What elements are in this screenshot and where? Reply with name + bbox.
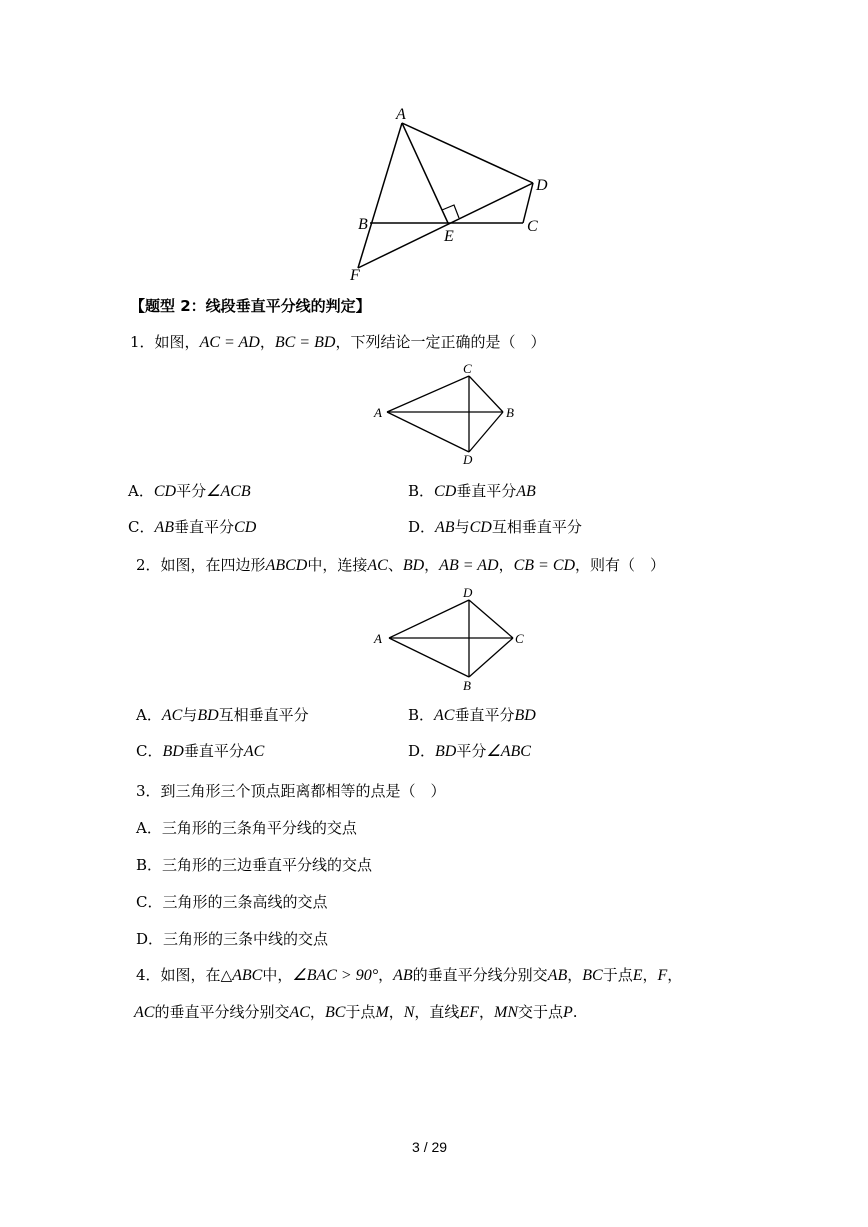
figure-kite-q1 — [365, 360, 530, 468]
question-number: 1． — [130, 333, 155, 351]
question-number: 3． — [136, 782, 161, 800]
question-1-stem: 1．如图，AC = AD，BC = BD，下列结论一定正确的是（ ） — [130, 333, 546, 351]
question-number: 2． — [136, 556, 161, 574]
label-C: C — [527, 218, 538, 235]
page-number: 3 / 29 — [412, 1139, 448, 1155]
label-B: B — [506, 405, 514, 420]
label-A: A — [374, 631, 382, 646]
figure-kite-q2 — [365, 585, 535, 695]
label-C: C — [463, 361, 472, 376]
label-D: D — [463, 452, 473, 467]
q1-option-c[interactable]: C．AB垂直平分CD — [128, 518, 257, 536]
label-B: B — [463, 678, 471, 693]
question-number: 4． — [136, 966, 161, 984]
section-heading: 【题型 2：线段垂直平分线的判定】 — [130, 297, 371, 315]
q3-option-b[interactable]: B．三角形的三边垂直平分线的交点 — [136, 856, 373, 874]
label-F: F — [350, 267, 360, 284]
q3-option-c[interactable]: C．三角形的三条高线的交点 — [136, 893, 328, 911]
label-A: A — [374, 405, 382, 420]
q1-option-d[interactable]: D．AB与CD互相垂直平分 — [408, 518, 582, 536]
q2-option-c[interactable]: C．BD垂直平分AC — [136, 742, 265, 760]
q2-option-b[interactable]: B．AC垂直平分BD — [408, 706, 536, 724]
label-A: A — [396, 106, 406, 123]
q2-option-d[interactable]: D．BD平分∠ABC — [408, 742, 531, 760]
q2-option-a[interactable]: A．AC与BD互相垂直平分 — [136, 706, 309, 724]
triangle-symbol: △ — [220, 966, 233, 984]
q1-option-b[interactable]: B．CD垂直平分AB — [408, 482, 536, 500]
label-B: B — [358, 216, 368, 233]
question-4-line-2: AC的垂直平分线分别交AC，BC于点M，N，直线EF，MN交于点P. — [134, 1003, 578, 1021]
label-C: C — [515, 631, 524, 646]
label-E: E — [444, 228, 454, 245]
q3-option-a[interactable]: A．三角形的三条角平分线的交点 — [136, 819, 357, 837]
question-2-stem: 2．如图，在四边形ABCD中，连接AC、BD，AB = AD，CB = CD，则有（ ） — [136, 556, 666, 574]
label-D: D — [463, 585, 473, 600]
q1-option-a[interactable]: A．CD平分∠ACB — [128, 482, 251, 500]
question-4-line-1: 4．如图，在△ABC中，∠BAC > 90°，AB的垂直平分线分别交AB，BC于点E，F， — [136, 966, 683, 984]
label-D: D — [536, 177, 548, 194]
q3-option-d[interactable]: D．三角形的三条中线的交点 — [136, 930, 329, 948]
figure-triangle-abdef — [340, 100, 560, 285]
question-3-stem: 3．到三角形三个顶点距离都相等的点是（ ） — [136, 782, 446, 800]
